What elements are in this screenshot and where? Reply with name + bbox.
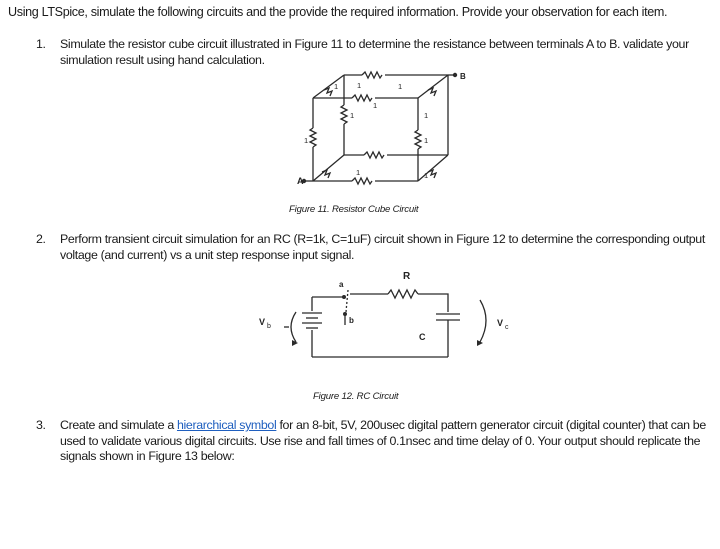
question-2-line-1: Perform transient circuit simulation for an RC (R=1k, C=1uF) circuit shown in Figure 12 to determine the corresponding output (60, 232, 705, 246)
resistor-label: 1 (373, 101, 378, 110)
question-3-number: 3. (36, 418, 46, 432)
switch-icon (346, 290, 348, 312)
label-c: C (419, 332, 426, 342)
resistor-label: 1 (398, 82, 403, 91)
resistor-label: 1 (424, 136, 429, 145)
resistor-label: 1 (424, 111, 429, 120)
label-vc-sub: c (505, 324, 509, 331)
label-a: a (339, 280, 344, 289)
intro-text: Using LTSpice, simulate the following circuits and the provide the required information. Provide your observation for each item. (8, 5, 668, 19)
battery-icon (302, 313, 322, 328)
question-3-line-1 (60, 418, 706, 434)
terminal-b-label: B (460, 72, 466, 81)
question-3-line-1-end: for an 8-bit, 5V, 200usec digital pattern generator circuit (digital counter) that can be (276, 418, 706, 432)
question-1-line-2: simulation result using hand calculation. (60, 52, 265, 67)
resistor-label: 1 (350, 111, 355, 120)
resistor-label: 1 (334, 82, 339, 91)
resistor-label: 1 (356, 168, 361, 177)
resistor-label: 1 (304, 136, 309, 145)
question-3-line-2: used to validate various digital circuits. Use rise and fall times of 0.1nsec and time delay of 0. Your output should replicate the (60, 433, 701, 448)
question-3-text (60, 418, 706, 465)
figure-11-caption: Figure 11. Resistor Cube Circuit (289, 204, 419, 215)
question-1-number: 1. (36, 37, 46, 51)
question-3-line-3: signals shown in Figure 13 below: (60, 449, 235, 463)
label-vb-sub: b (267, 323, 271, 330)
label-r: R (403, 271, 411, 282)
terminal-a-label: A (297, 176, 304, 186)
question-3-line-1-start: Create and simulate a (60, 418, 177, 432)
hierarchical-symbol-link[interactable]: hierarchical symbol (176, 418, 277, 432)
label-vb: V (259, 317, 266, 327)
question-3 (36, 418, 716, 466)
capacitor-icon (436, 314, 460, 320)
label-b: b (349, 316, 354, 325)
label-vc: V (497, 318, 504, 328)
figure-12-caption: Figure 12. RC Circuit (313, 391, 399, 402)
question-2-line-2: voltage (and current) vs a unit step response input signal. (60, 247, 355, 262)
question-2-number: 2. (36, 232, 46, 246)
resistor-label: 1 (424, 171, 429, 180)
question-1-line-1: Simulate the resistor cube circuit illustrated in Figure 11 to determine the resistance between terminals A to B. validate your (60, 37, 689, 51)
resistor-label: 1 (357, 81, 362, 90)
resistor-icon (388, 290, 418, 298)
